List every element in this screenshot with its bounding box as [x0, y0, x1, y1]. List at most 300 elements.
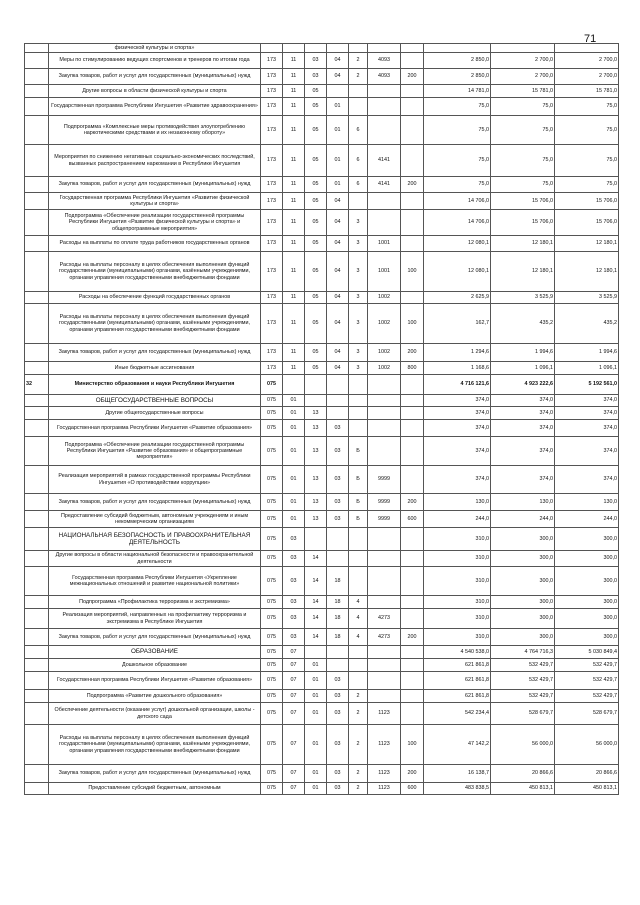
program-code — [327, 407, 349, 420]
admin-code: 075 — [261, 551, 283, 567]
table-row — [25, 362, 619, 375]
admin-code: 075 — [261, 567, 283, 596]
amount-year-3: 12 180,1 — [555, 252, 619, 292]
program-code — [327, 646, 349, 659]
row-name: Государственная программа Республики Ингушетия «Развитие образования» — [49, 420, 261, 437]
subprogram-code: 2 — [349, 53, 368, 69]
page-number: 71 — [584, 33, 597, 45]
table-row — [25, 437, 619, 466]
direction-code — [368, 659, 401, 672]
amount-year-1: 2 850,0 — [424, 53, 491, 69]
amount-year-1: 12 080,1 — [424, 252, 491, 292]
subprogram-code: Б — [349, 466, 368, 494]
admin-code: 075 — [261, 407, 283, 420]
subsection-code: 05 — [305, 236, 327, 252]
amount-year-3: 300,0 — [555, 528, 619, 551]
amount-year-1: 621 861,8 — [424, 672, 491, 690]
subprogram-code: 2 — [349, 69, 368, 85]
direction-code: 1123 — [368, 765, 401, 783]
subprogram-code: 3 — [349, 344, 368, 362]
subprogram-code — [349, 193, 368, 210]
admin-code: 173 — [261, 292, 283, 304]
expense-type-code — [401, 292, 424, 304]
amount-year-2: 300,0 — [491, 567, 555, 596]
amount-year-3: 130,0 — [555, 494, 619, 511]
amount-year-3: 532 429,7 — [555, 659, 619, 672]
amount-year-1: 130,0 — [424, 494, 491, 511]
amount-year-2: 532 429,7 — [491, 672, 555, 690]
amount-year-1: 162,7 — [424, 304, 491, 344]
amount-year-3: 2 700,0 — [555, 69, 619, 85]
subprogram-code: 6 — [349, 177, 368, 193]
amount-year-2: 450 813,1 — [491, 783, 555, 795]
table-row — [25, 292, 619, 304]
section-code: 11 — [283, 53, 305, 69]
admin-code: 173 — [261, 177, 283, 193]
section-code — [283, 375, 305, 395]
subsection-code: 05 — [305, 210, 327, 236]
row-number — [25, 528, 49, 551]
table-row — [25, 236, 619, 252]
table-row — [25, 210, 619, 236]
direction-code — [368, 672, 401, 690]
expense-type-code — [401, 437, 424, 466]
subsection-code: 05 — [305, 292, 327, 304]
row-number — [25, 304, 49, 344]
amount-year-2: 374,0 — [491, 395, 555, 407]
subsection-code: 05 — [305, 145, 327, 177]
expense-type-code — [401, 551, 424, 567]
expense-type-code: 200 — [401, 494, 424, 511]
amount-year-2: 300,0 — [491, 551, 555, 567]
subsection-code: 01 — [305, 725, 327, 765]
admin-code: 075 — [261, 672, 283, 690]
direction-code: 1123 — [368, 703, 401, 725]
admin-code: 173 — [261, 236, 283, 252]
amount-year-3: 15 781,0 — [555, 85, 619, 98]
subprogram-code — [349, 659, 368, 672]
section-code: 11 — [283, 193, 305, 210]
expense-type-code: 100 — [401, 304, 424, 344]
admin-code: 075 — [261, 494, 283, 511]
row-number — [25, 567, 49, 596]
section-code: 11 — [283, 252, 305, 292]
program-code: 01 — [327, 177, 349, 193]
row-number — [25, 765, 49, 783]
row-name: Закупка товаров, работ и услуг для государственных (муниципальных) нужд — [49, 177, 261, 193]
subprogram-code: 6 — [349, 145, 368, 177]
expense-type-code — [401, 528, 424, 551]
table-row — [25, 98, 619, 116]
subsection-code: 05 — [305, 116, 327, 145]
program-code: 03 — [327, 783, 349, 795]
row-name: Подпрограмма «Обеспечение реализации государственной программы Республики Ингушетия «Развитие физической культуры и спорта» и общепрограммные мероприятия» — [49, 210, 261, 236]
amount-year-1: 75,0 — [424, 98, 491, 116]
subprogram-code — [349, 98, 368, 116]
amount-year-3: 75,0 — [555, 145, 619, 177]
row-number — [25, 44, 49, 53]
subprogram-code: 2 — [349, 725, 368, 765]
direction-code — [368, 395, 401, 407]
program-code: 04 — [327, 362, 349, 375]
expense-type-code: 600 — [401, 511, 424, 528]
amount-year-3: 435,2 — [555, 304, 619, 344]
subprogram-code: 2 — [349, 783, 368, 795]
amount-year-1: 310,0 — [424, 596, 491, 609]
row-number — [25, 407, 49, 420]
subprogram-code: 3 — [349, 236, 368, 252]
direction-code: 1002 — [368, 344, 401, 362]
program-code: 04 — [327, 252, 349, 292]
admin-code: 173 — [261, 69, 283, 85]
amount-year-2: 435,2 — [491, 304, 555, 344]
amount-year-1: 14 781,0 — [424, 85, 491, 98]
section-code: 01 — [283, 420, 305, 437]
budget-table — [24, 43, 619, 795]
subprogram-code: 4 — [349, 609, 368, 629]
table-row — [25, 53, 619, 69]
admin-code: 173 — [261, 145, 283, 177]
direction-code — [368, 420, 401, 437]
amount-year-2: 1 096,1 — [491, 362, 555, 375]
amount-year-1: 310,0 — [424, 528, 491, 551]
amount-year-1: 374,0 — [424, 395, 491, 407]
subsection-code: 14 — [305, 596, 327, 609]
section-code: 07 — [283, 703, 305, 725]
subprogram-code — [349, 420, 368, 437]
row-number — [25, 53, 49, 69]
amount-year-3: 75,0 — [555, 116, 619, 145]
amount-year-2: 374,0 — [491, 466, 555, 494]
direction-code: 9999 — [368, 494, 401, 511]
expense-type-code — [401, 210, 424, 236]
table-row — [25, 725, 619, 765]
amount-year-2: 300,0 — [491, 528, 555, 551]
section-code: 07 — [283, 672, 305, 690]
expense-type-code — [401, 193, 424, 210]
row-name: Обеспечение деятельности (оказание услуг) дошкольной организации, школы - детского сада — [49, 703, 261, 725]
amount-year-3: 12 180,1 — [555, 236, 619, 252]
admin-code — [261, 44, 283, 53]
amount-year-1: 374,0 — [424, 407, 491, 420]
expense-type-code — [401, 596, 424, 609]
admin-code: 075 — [261, 646, 283, 659]
amount-year-2: 75,0 — [491, 145, 555, 177]
direction-code: 1002 — [368, 292, 401, 304]
row-number — [25, 659, 49, 672]
expense-type-code — [401, 420, 424, 437]
amount-year-3 — [555, 44, 619, 53]
subsection-code: 05 — [305, 362, 327, 375]
amount-year-1: 542 234,4 — [424, 703, 491, 725]
subsection-code: 13 — [305, 407, 327, 420]
subsection-code — [305, 646, 327, 659]
direction-code — [368, 596, 401, 609]
row-number — [25, 466, 49, 494]
amount-year-2: 2 700,0 — [491, 69, 555, 85]
section-code: 01 — [283, 466, 305, 494]
expense-type-code — [401, 690, 424, 703]
subsection-code: 05 — [305, 193, 327, 210]
amount-year-1: 1 294,6 — [424, 344, 491, 362]
section-code: 07 — [283, 690, 305, 703]
program-code: 03 — [327, 511, 349, 528]
direction-code — [368, 44, 401, 53]
row-name: Закупка товаров, работ и услуг для государственных (муниципальных) нужд — [49, 629, 261, 646]
admin-code: 173 — [261, 252, 283, 292]
amount-year-2: 75,0 — [491, 98, 555, 116]
expense-type-code — [401, 646, 424, 659]
amount-year-3: 15 706,0 — [555, 210, 619, 236]
direction-code: 1002 — [368, 304, 401, 344]
direction-code: 1001 — [368, 236, 401, 252]
program-code — [327, 85, 349, 98]
program-code: 01 — [327, 98, 349, 116]
admin-code: 075 — [261, 690, 283, 703]
row-name: Подпрограмма «Развитие дошкольного образования» — [49, 690, 261, 703]
admin-code: 173 — [261, 193, 283, 210]
section-code: 01 — [283, 395, 305, 407]
subprogram-code — [349, 375, 368, 395]
amount-year-2: 56 000,0 — [491, 725, 555, 765]
expense-type-code — [401, 53, 424, 69]
program-code: 01 — [327, 116, 349, 145]
expense-type-code: 100 — [401, 725, 424, 765]
amount-year-3: 5 192 561,0 — [555, 375, 619, 395]
amount-year-2: 1 994,6 — [491, 344, 555, 362]
section-code: 11 — [283, 292, 305, 304]
direction-code: 4093 — [368, 69, 401, 85]
row-name: Другие вопросы в области национальной безопасности и правоохранительной деятельности — [49, 551, 261, 567]
row-name: Подпрограмма «Профилактика терроризма и экстремизма» — [49, 596, 261, 609]
section-code: 11 — [283, 145, 305, 177]
row-number — [25, 511, 49, 528]
subsection-code — [305, 375, 327, 395]
subprogram-code — [349, 567, 368, 596]
section-code: 03 — [283, 596, 305, 609]
subsection-code: 05 — [305, 344, 327, 362]
row-name: Дошкольное образование — [49, 659, 261, 672]
amount-year-2: 3 525,9 — [491, 292, 555, 304]
program-code — [327, 528, 349, 551]
amount-year-2: 300,0 — [491, 629, 555, 646]
subprogram-code: 4 — [349, 629, 368, 646]
direction-code — [368, 193, 401, 210]
row-name: Расходы на выплаты персоналу в целях обеспечения выполнения функций государственными (муниципальными) органами, казёнными учреждениями, органами управления государственными внебюджетными фондами — [49, 725, 261, 765]
amount-year-1: 310,0 — [424, 551, 491, 567]
table-row — [25, 85, 619, 98]
row-number — [25, 672, 49, 690]
admin-code: 173 — [261, 53, 283, 69]
admin-code: 173 — [261, 304, 283, 344]
program-code: 04 — [327, 304, 349, 344]
amount-year-2: 12 180,1 — [491, 252, 555, 292]
expense-type-code — [401, 116, 424, 145]
subprogram-code — [349, 44, 368, 53]
subprogram-code: Б — [349, 494, 368, 511]
row-name: Другие общегосударственные вопросы — [49, 407, 261, 420]
amount-year-1: 310,0 — [424, 609, 491, 629]
row-name: Реализация мероприятий, направленных на профилактику терроризма и экстремизма в Республике Ингушетия — [49, 609, 261, 629]
admin-code: 075 — [261, 703, 283, 725]
section-code: 07 — [283, 646, 305, 659]
subsection-code: 03 — [305, 69, 327, 85]
amount-year-3: 532 429,7 — [555, 672, 619, 690]
section-code: 07 — [283, 659, 305, 672]
direction-code: 9999 — [368, 511, 401, 528]
amount-year-2: 15 706,0 — [491, 193, 555, 210]
program-code: 03 — [327, 494, 349, 511]
program-code: 03 — [327, 765, 349, 783]
row-number — [25, 210, 49, 236]
subsection-code: 01 — [305, 672, 327, 690]
row-name: Расходы на выплаты персоналу в целях обеспечения выполнения функций государственными (муниципальными) органами, казёнными учреждениями, органами управления государственными внебюджетными фондами — [49, 252, 261, 292]
amount-year-3: 15 706,0 — [555, 193, 619, 210]
admin-code: 075 — [261, 609, 283, 629]
table-row — [25, 783, 619, 795]
row-number — [25, 703, 49, 725]
row-name: Закупка товаров, работ и услуг для государственных (муниципальных) нужд — [49, 494, 261, 511]
amount-year-2: 75,0 — [491, 116, 555, 145]
direction-code: 1123 — [368, 725, 401, 765]
section-code: 11 — [283, 362, 305, 375]
subprogram-code: 3 — [349, 304, 368, 344]
table-body — [25, 44, 619, 795]
direction-code — [368, 690, 401, 703]
subprogram-code — [349, 551, 368, 567]
subprogram-code: Б — [349, 511, 368, 528]
admin-code: 075 — [261, 437, 283, 466]
subsection-code: 14 — [305, 551, 327, 567]
row-number — [25, 551, 49, 567]
subprogram-code — [349, 407, 368, 420]
program-code: 18 — [327, 629, 349, 646]
amount-year-1: 374,0 — [424, 466, 491, 494]
row-name: Предоставление субсидий бюджетным, автономным учреждениям и иным некоммерческим организациям — [49, 511, 261, 528]
program-code: 18 — [327, 609, 349, 629]
expense-type-code — [401, 44, 424, 53]
expense-type-code: 200 — [401, 344, 424, 362]
section-code: 07 — [283, 783, 305, 795]
table-row — [25, 551, 619, 567]
expense-type-code — [401, 659, 424, 672]
expense-type-code — [401, 236, 424, 252]
admin-code: 075 — [261, 765, 283, 783]
table-row — [25, 193, 619, 210]
expense-type-code: 200 — [401, 69, 424, 85]
section-code: 01 — [283, 437, 305, 466]
amount-year-1: 374,0 — [424, 420, 491, 437]
amount-year-1: 14 706,0 — [424, 193, 491, 210]
subsection-code: 13 — [305, 511, 327, 528]
direction-code — [368, 85, 401, 98]
row-name: Государственная программа Республики Ингушетия «Укрепление межнациональных отношений и развитие национальной политики» — [49, 567, 261, 596]
amount-year-2: 300,0 — [491, 596, 555, 609]
amount-year-1: 2 850,0 — [424, 69, 491, 85]
subsection-code: 05 — [305, 85, 327, 98]
amount-year-1: 75,0 — [424, 116, 491, 145]
table-row — [25, 567, 619, 596]
expense-type-code: 200 — [401, 177, 424, 193]
subprogram-code: 2 — [349, 690, 368, 703]
subsection-code — [305, 528, 327, 551]
row-name: Реализация мероприятий в рамках государственной программы Республики Ингушетия «О противодействии коррупции» — [49, 466, 261, 494]
amount-year-2: 374,0 — [491, 437, 555, 466]
table-row — [25, 690, 619, 703]
subprogram-code: 4 — [349, 596, 368, 609]
admin-code: 173 — [261, 116, 283, 145]
amount-year-1: 374,0 — [424, 437, 491, 466]
subsection-code — [305, 395, 327, 407]
subprogram-code: 3 — [349, 362, 368, 375]
table-row — [25, 375, 619, 395]
subprogram-code: 3 — [349, 210, 368, 236]
row-name: Меры по стимулированию ведущих спортсменов и тренеров по итогам года — [49, 53, 261, 69]
amount-year-3: 300,0 — [555, 629, 619, 646]
amount-year-1: 75,0 — [424, 177, 491, 193]
section-code: 03 — [283, 551, 305, 567]
row-number — [25, 177, 49, 193]
admin-code: 075 — [261, 375, 283, 395]
table-row — [25, 116, 619, 145]
amount-year-1: 244,0 — [424, 511, 491, 528]
table-row — [25, 765, 619, 783]
admin-code: 173 — [261, 210, 283, 236]
subprogram-code — [349, 85, 368, 98]
amount-year-2: 528 679,7 — [491, 703, 555, 725]
amount-year-2: 374,0 — [491, 407, 555, 420]
row-number — [25, 193, 49, 210]
table-row — [25, 344, 619, 362]
amount-year-1: 4 716 121,6 — [424, 375, 491, 395]
row-name: Закупка товаров, работ и услуг для государственных (муниципальных) нужд — [49, 69, 261, 85]
amount-year-3: 1 994,6 — [555, 344, 619, 362]
amount-year-2: 4 923 222,6 — [491, 375, 555, 395]
row-name: Государственная программа Республики Ингушетия «Развитие образования» — [49, 672, 261, 690]
direction-code: 1002 — [368, 362, 401, 375]
table-row — [25, 69, 619, 85]
subsection-code: 01 — [305, 659, 327, 672]
direction-code: 1123 — [368, 783, 401, 795]
subsection-code: 05 — [305, 304, 327, 344]
admin-code: 075 — [261, 659, 283, 672]
row-number — [25, 609, 49, 629]
section-code: 03 — [283, 567, 305, 596]
expense-type-code: 200 — [401, 629, 424, 646]
table-row — [25, 609, 619, 629]
expense-type-code — [401, 145, 424, 177]
subsection-code: 13 — [305, 420, 327, 437]
program-code: 04 — [327, 292, 349, 304]
expense-type-code: 200 — [401, 765, 424, 783]
row-number — [25, 362, 49, 375]
expense-type-code: 100 — [401, 252, 424, 292]
program-code: 03 — [327, 466, 349, 494]
row-number — [25, 98, 49, 116]
program-code: 04 — [327, 210, 349, 236]
subsection-code: 13 — [305, 466, 327, 494]
direction-code — [368, 437, 401, 466]
row-name: ОБРАЗОВАНИЕ — [49, 646, 261, 659]
program-code: 03 — [327, 672, 349, 690]
amount-year-3: 3 525,9 — [555, 292, 619, 304]
expense-type-code — [401, 609, 424, 629]
subsection-code: 05 — [305, 177, 327, 193]
amount-year-3: 300,0 — [555, 596, 619, 609]
row-number — [25, 344, 49, 362]
amount-year-3: 20 866,6 — [555, 765, 619, 783]
amount-year-3: 300,0 — [555, 567, 619, 596]
